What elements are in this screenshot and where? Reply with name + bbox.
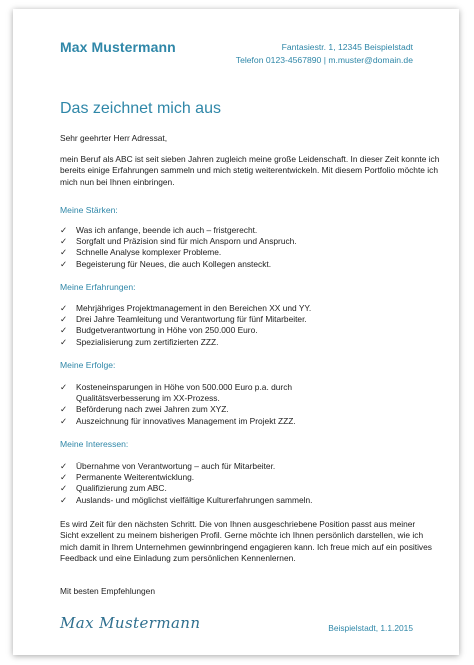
sender-phone-email: Telefon 0123-4567890 | m.muster@domain.de [235, 55, 413, 65]
sender-address: Fantasiestr. 1, 12345 Beispielstadt [281, 42, 413, 52]
check-icon: ✓ [60, 483, 68, 494]
list-item: ✓ Sorgfalt und Präzision sind für mich Ansporn und Anspruch. [60, 236, 297, 247]
regards-line: Mit besten Empfehlungen [60, 586, 155, 596]
document-page [13, 9, 459, 655]
list-item: ✓ Begeisterung für Neues, die auch Kollegen ansteckt. [60, 258, 272, 269]
intro-paragraph: mein Beruf als ABC ist seit sieben Jahren zugleich meine große Leidenschaft. In dieser Zeit konnte ich bereits einige Erfahrungen sammeln und mich stetig weiterentwickeln. Mit diesem Portfolio möchte ich mich nun bei Ihnen einbringen. [60, 154, 440, 187]
section-title-staerken: Meine Stärken: [60, 205, 118, 215]
check-icon: ✓ [60, 303, 68, 313]
list-interessen [60, 461, 420, 506]
check-icon: ✓ [60, 336, 68, 347]
place-date: Beispielstadt, 1.1.2015 [328, 623, 413, 633]
list-item: ✓ Drei Jahre Teamleitung und Verantwortung für fünf Mitarbeiter. [60, 314, 307, 325]
handwritten-signature: Max Mustermann [60, 614, 201, 632]
sender-contact-block [236, 41, 413, 67]
list-item: ✓ Auslands- und möglichst vielfältige Kulturerfahrungen sammeln. [60, 494, 313, 505]
check-icon: ✓ [60, 247, 68, 258]
check-icon: ✓ [60, 225, 68, 235]
sender-name: Max Mustermann [60, 39, 176, 55]
page-title: Das zeichnet mich aus [60, 100, 221, 117]
list-item: ✓ Kosteneinsparungen in Höhe von 500.000 Euro p.a. durch Qualitätsverbesserung im XX-Prozess. [60, 382, 293, 404]
check-icon: ✓ [60, 415, 68, 426]
list-staerken [60, 225, 420, 270]
list-item: ✓ Übernahme von Verantwortung – auch für Mitarbeiter. [60, 461, 276, 471]
list-item: ✓ Permanente Weiterentwicklung. [60, 472, 195, 483]
check-icon: ✓ [60, 325, 68, 336]
list-item: ✓ Qualifizierung zum ABC. [60, 483, 167, 494]
list-item: ✓ Auszeichnung für innovatives Management im Projekt ZZZ. [60, 415, 296, 426]
check-icon: ✓ [60, 472, 68, 483]
section-title-erfolge: Meine Erfolge: [60, 360, 116, 370]
section-title-interessen: Meine Interessen: [60, 439, 129, 449]
list-item: ✓ Was ich anfange, beende ich auch – fristgerecht. [60, 225, 258, 235]
list-item: ✓ Spezialisierung zum zertifizierten ZZZ. [60, 336, 219, 347]
check-icon: ✓ [60, 258, 68, 269]
check-icon: ✓ [60, 404, 68, 415]
section-title-erfahrungen: Meine Erfahrungen: [60, 282, 136, 292]
list-erfahrungen [60, 303, 420, 348]
check-icon: ✓ [60, 461, 68, 471]
closing-paragraph: Es wird Zeit für den nächsten Schritt. Die von Ihnen ausgeschriebene Position passt aus meiner Sicht exzellent zu meinem bisherigen Profil. Gerne möchte ich Ihnen persönlich darstellen, wie ich mich damit in Ihrem Unternehmen gewinnbringend engagieren kann. Ich freue mich auf ein positives Feedback und eine Einladung zum persönlichen Kennenlernen. [60, 519, 432, 564]
salutation: Sehr geehrter Herr Adressat, [60, 133, 168, 143]
check-icon: ✓ [60, 236, 68, 247]
check-icon: ✓ [60, 382, 68, 392]
list-item: ✓ Beförderung nach zwei Jahren zum XYZ. [60, 404, 229, 415]
list-item: ✓ Mehrjähriges Projektmanagement in den Bereichen XX und YY. [60, 303, 312, 313]
list-item: ✓ Schnelle Analyse komplexer Probleme. [60, 247, 222, 258]
list-item: ✓ Budgetverantwortung in Höhe von 250.000 Euro. [60, 325, 258, 336]
check-icon: ✓ [60, 494, 68, 505]
list-erfolge [60, 382, 420, 427]
check-icon: ✓ [60, 314, 68, 325]
